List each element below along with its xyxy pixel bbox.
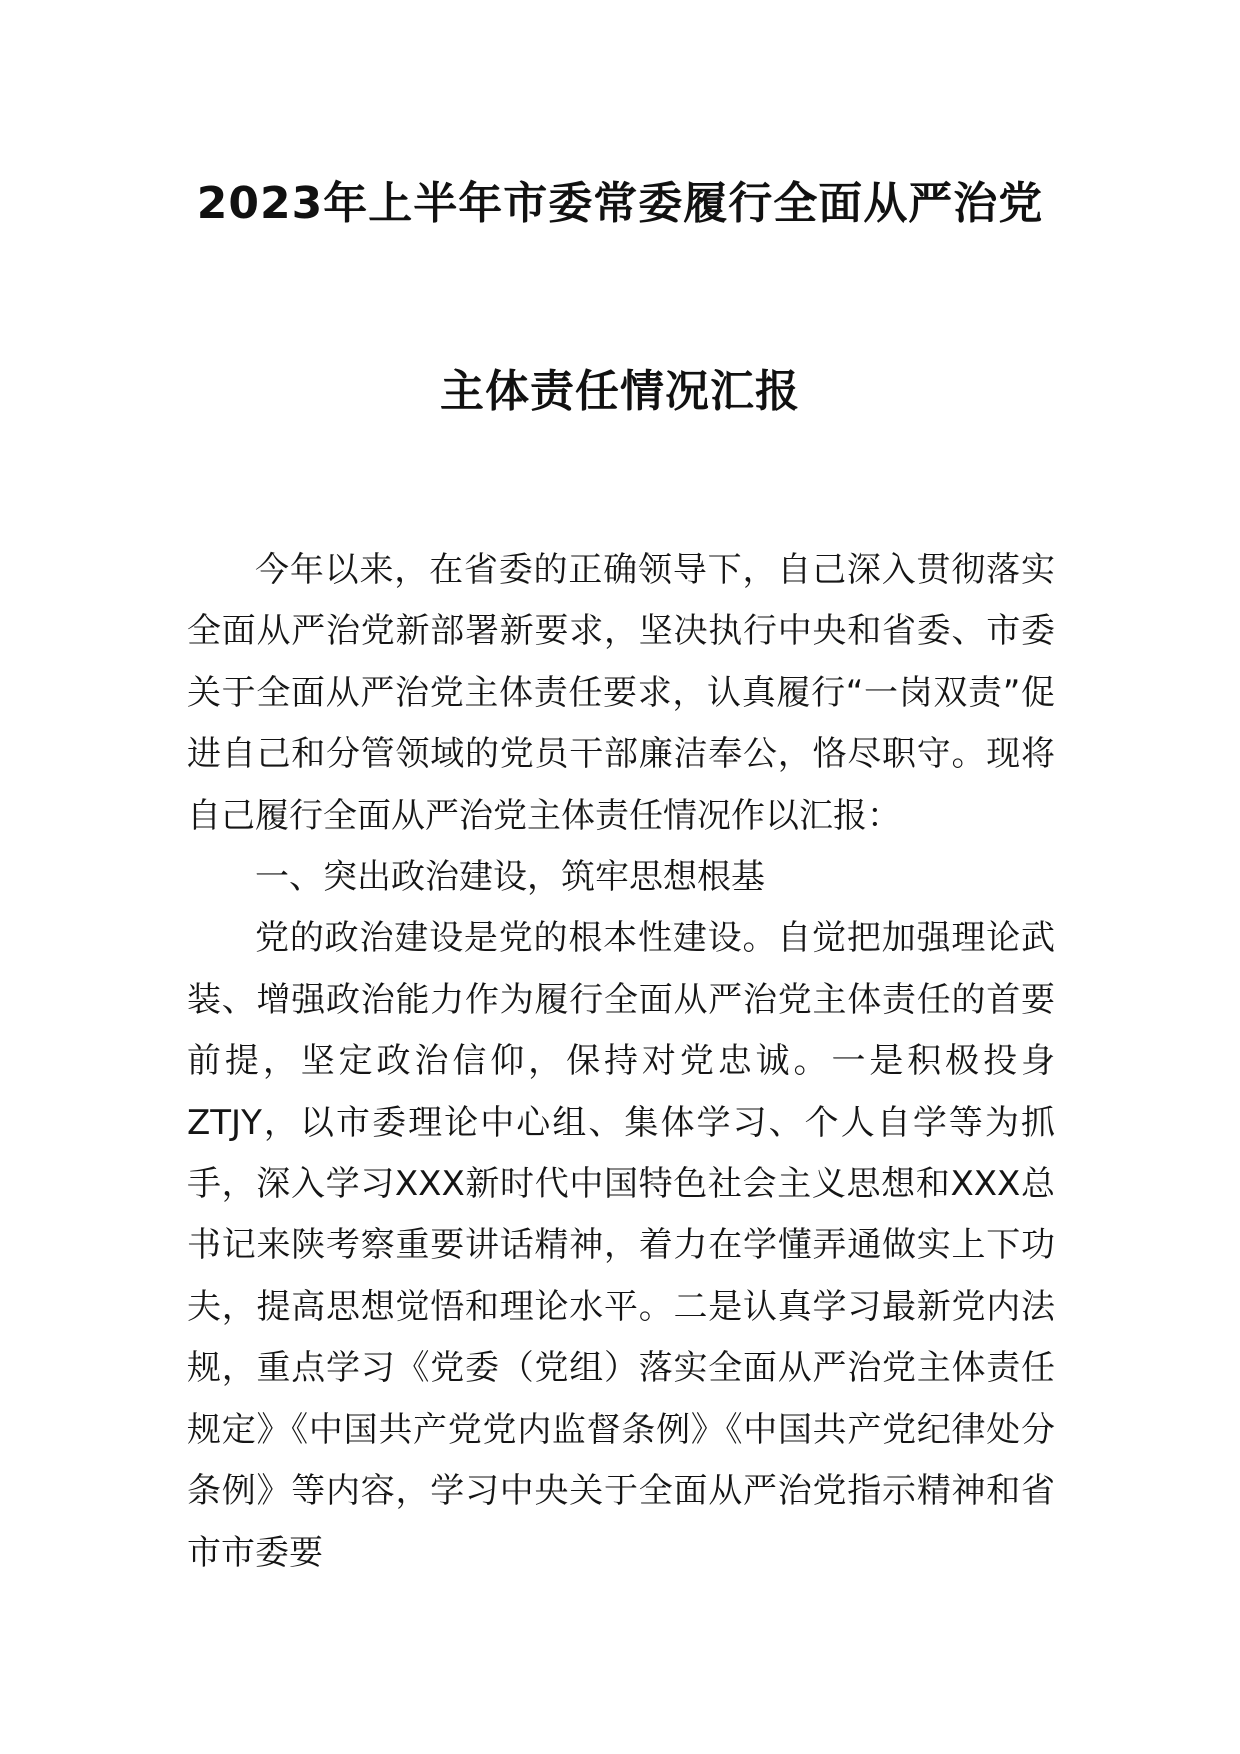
section-heading: 一、突出政治建设，筑牢思想根基	[255, 857, 765, 898]
document-title-line-1: 2023年上半年市委常委履行全面从严治党	[196, 178, 1044, 229]
intro-paragraph: 今年以来，在省委的正确领导下，自己深入贯彻落实全面从严治党新部署新要求，坚决执行中央和省委、市委关于全面从严治党主体责任要求，认真履行“一岗双责”促进自己和分管领域的党员干部廉洁奉公，恪尽职守。现将自己履行全面从严治党主体责任情况作以汇报：	[187, 550, 1055, 836]
document-title-line-2: 主体责任情况汇报	[440, 366, 800, 417]
document-body	[187, 540, 1055, 1584]
body-paragraph: 党的政治建设是党的根本性建设。自觉把加强理论武装、增强政治能力作为履行全面从严治党主体责任的首要前提，坚定政治信仰，保持对党忠诚。一是积极投身ZTJY，以市委理论中心组、集体学习、个人自学等为抓手，深入学习XXX新时代中国特色社会主义思想和XXX总书记来陕考察重要讲话精神，着力在学懂弄通做实上下功夫，提高思想觉悟和理论水平。二是认真学习最新党内法规，重点学习《党委（党组）落实全面从严治党主体责任规定》《中国共产党党内监督条例》《中国共产党纪律处分条例》等内容，学习中央关于全面从严治党指示精神和省市市委要	[187, 918, 1055, 1573]
